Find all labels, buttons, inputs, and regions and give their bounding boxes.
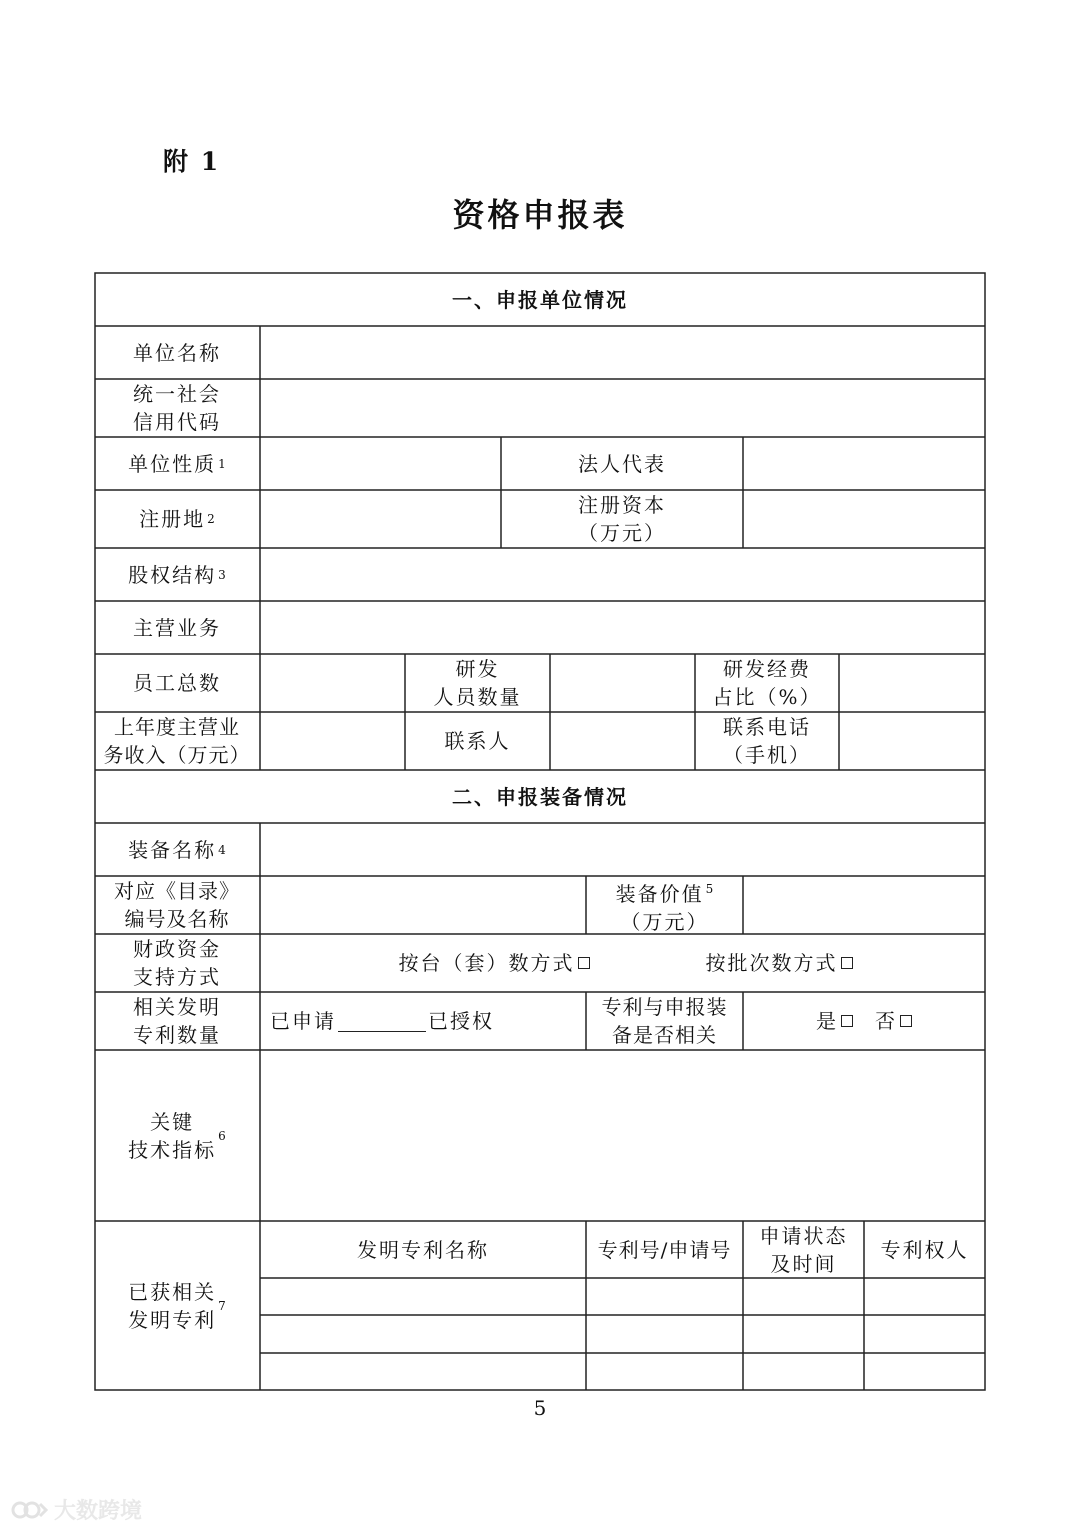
- contact-phone-field[interactable]: [840, 713, 984, 769]
- watermark-logo-icon: [10, 1499, 50, 1521]
- contact-phone-label: 联系电话 （手机）: [723, 715, 811, 767]
- patent-col-name: 发明专利名称: [357, 1237, 489, 1262]
- unit-nature-field[interactable]: [261, 438, 500, 489]
- patent-col-status: 申请状态 及时间: [759, 1223, 848, 1276]
- by-unit-text: 按台（套）数方式: [398, 951, 575, 975]
- staff-total-label: 员工总数: [133, 671, 221, 695]
- equity-field[interactable]: [261, 549, 984, 600]
- by-batch-option[interactable]: [689, 934, 869, 992]
- page-number: 5: [533, 1396, 547, 1420]
- patent-row-2[interactable]: [261, 1316, 985, 1352]
- main-business-label: 主营业务: [133, 615, 221, 640]
- rd-ratio-field[interactable]: [840, 655, 984, 711]
- equip-name-field[interactable]: [261, 824, 984, 875]
- legal-rep-label: 法人代表: [578, 451, 666, 476]
- unit-nature-label: [94, 437, 260, 490]
- catalog-label: 对应《目录》 编号及名称: [114, 879, 240, 931]
- funding-mode-label: 财政资金 支持方式: [133, 937, 221, 989]
- application-form-table: [94, 272, 986, 1391]
- reg-capital-field[interactable]: [744, 491, 984, 547]
- reg-place-label: [94, 490, 260, 548]
- granted-text: 已授权: [428, 1009, 494, 1033]
- patent-count-label: 相关发明 专利数量: [133, 995, 221, 1047]
- unit-name-label: 单位名称: [133, 340, 221, 365]
- by-unit-checkbox[interactable]: [578, 957, 590, 969]
- credit-code-field[interactable]: [261, 380, 984, 436]
- unit-nature-text: 单位性质: [128, 451, 217, 476]
- key-tech-field[interactable]: [261, 1051, 984, 1220]
- unit-name-field[interactable]: [261, 327, 984, 378]
- section1-heading: 一、申报单位情况: [452, 287, 628, 312]
- rd-staff-label: 研发 人员数量: [433, 657, 522, 709]
- footnote-5-marker: 5: [705, 881, 714, 896]
- patent-row-1[interactable]: [261, 1279, 985, 1314]
- patent-related-label: 专利与申报装 备是否相关: [601, 995, 728, 1047]
- equity-text: 股权结构: [128, 562, 217, 587]
- staff-total-field[interactable]: [261, 655, 404, 711]
- applied-blank[interactable]: [338, 1011, 426, 1032]
- watermark-text: 大数跨境: [54, 1499, 143, 1524]
- key-tech-label: [94, 1050, 260, 1221]
- footnote-7-marker: 7: [218, 1299, 226, 1313]
- footnote-6-marker: 6: [218, 1128, 226, 1143]
- obtained-patents-label: [94, 1221, 260, 1391]
- equip-name-text: 装备名称: [128, 837, 217, 862]
- equip-value-unit: （万元）: [620, 909, 709, 934]
- obtained-patents-text: 已获相关 发明专利: [128, 1280, 217, 1332]
- applied-text: 已申请: [270, 1009, 336, 1033]
- watermark: [10, 1494, 142, 1525]
- rd-ratio-label: 研发经费 占比（%）: [712, 657, 822, 709]
- patent-col-owner: 专利权人: [880, 1237, 969, 1262]
- equip-value-label: [586, 876, 743, 934]
- catalog-field[interactable]: [261, 877, 585, 933]
- credit-code-label: 统一社会 信用代码: [133, 382, 221, 434]
- equip-value-text: 装备价值: [615, 881, 704, 906]
- reg-capital-label: 注册资本 （万元）: [578, 493, 666, 545]
- footnote-4-marker: 4: [218, 842, 226, 857]
- key-tech-text: 关键 技术指标: [128, 1109, 217, 1162]
- rd-staff-field[interactable]: [551, 655, 694, 711]
- form-title: 资格申报表: [452, 196, 628, 234]
- main-business-field[interactable]: [261, 602, 984, 653]
- contact-label: 联系人: [444, 729, 511, 753]
- legal-rep-field[interactable]: [744, 438, 984, 489]
- by-batch-text: 按批次数方式: [705, 951, 838, 975]
- equity-label: [94, 548, 260, 601]
- equip-value-line: [616, 875, 714, 908]
- section2-heading: 二、申报装备情况: [452, 784, 628, 809]
- equip-value-field[interactable]: [744, 877, 984, 933]
- patent-row-3[interactable]: [261, 1354, 985, 1389]
- equip-name-label: [94, 823, 260, 876]
- footnote-1-marker: 1: [218, 456, 226, 471]
- yes-text: 是: [816, 1009, 838, 1033]
- last-year-income-field[interactable]: [261, 713, 404, 769]
- no-checkbox[interactable]: [900, 1015, 912, 1027]
- footnote-3-marker: 3: [218, 567, 226, 582]
- by-unit-option[interactable]: [384, 934, 604, 992]
- attachment-label: 附 1: [163, 147, 221, 176]
- yes-checkbox[interactable]: [841, 1015, 853, 1027]
- last-year-income-label: 上年度主营业 务收入（万元）: [103, 715, 251, 767]
- patent-related-options: [743, 992, 985, 1050]
- by-batch-checkbox[interactable]: [841, 957, 853, 969]
- patent-count-field: [260, 992, 586, 1050]
- no-text: 否: [875, 1009, 897, 1033]
- reg-place-field[interactable]: [261, 491, 500, 547]
- reg-place-text: 注册地: [139, 507, 206, 531]
- patent-col-number: 专利号/申请号: [597, 1237, 732, 1262]
- footnote-2-marker: 2: [207, 512, 215, 526]
- contact-field[interactable]: [551, 713, 694, 769]
